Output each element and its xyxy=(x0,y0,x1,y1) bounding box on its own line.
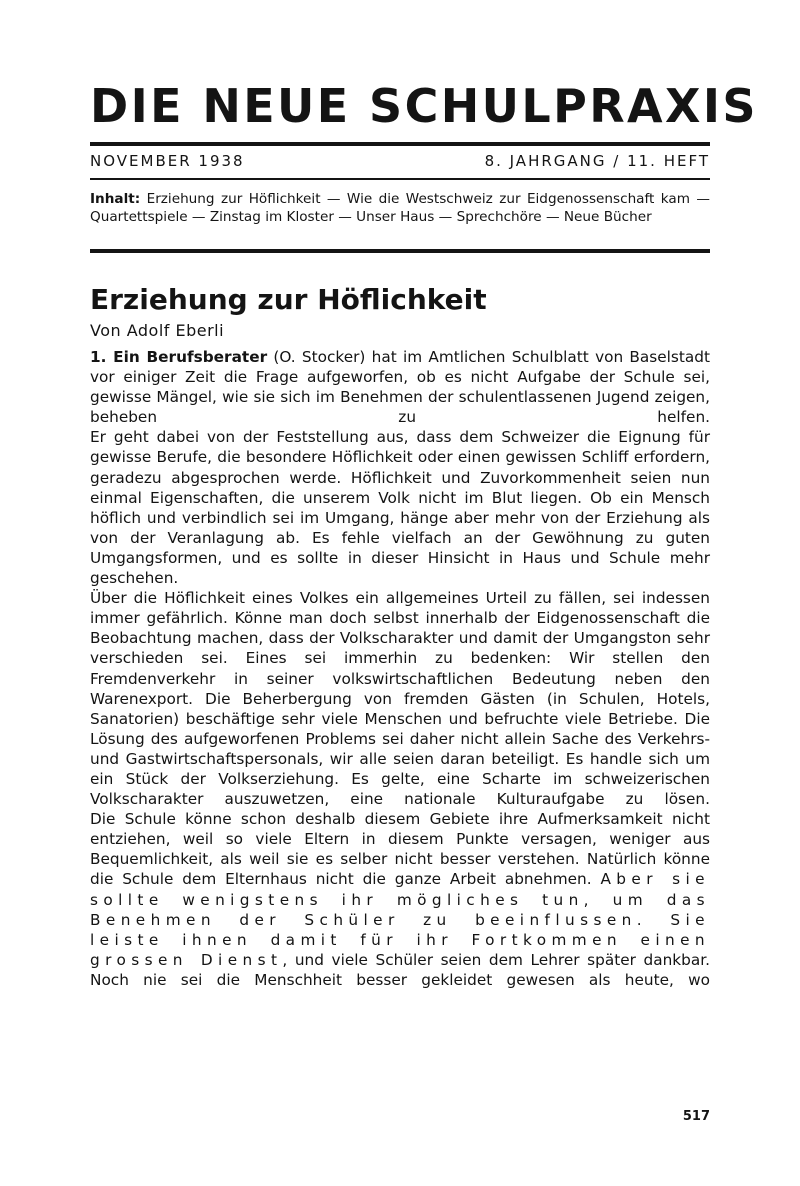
masthead-rule-top xyxy=(90,142,710,146)
article-body xyxy=(90,347,710,990)
issue-rule xyxy=(90,178,710,180)
paragraph: Noch nie sei die Menschheit besser gekleidet gewesen als heute, wo xyxy=(90,970,710,989)
spaced-emphasis: Aber sie sollte wenigstens ihr mögliches tun, um das Benehmen der Schüler zu beeinflussen. Sie leiste ihnen damit für ihr Fortkommen einen grossen Dienst xyxy=(90,870,710,969)
issue-volume: 8. JAHRGANG / 11. HEFT xyxy=(484,152,710,170)
paragraph-text: Die Schule könne schon deshalb diesem Gebiete ihre Aufmerksamkeit nicht entziehen, weil so viele Eltern in diesem Punkte versagen, weniger aus Bequemlichkeit, als weil sie es selber nicht besser verstehen. Natürlich könne die Schule dem Elternhaus nicht die ganze Arbeit abnehmen. xyxy=(90,810,710,889)
paragraph: Über die Höflichkeit eines Volkes ein allgemeines Urteil zu fällen, sei indessen immer gefährlich. Könne man doch selbst innerhalb der Eidgenossenschaft die Beobachtung machen, dass der Volkscharakter und damit der Umgangston sehr verschieden sei. Eines sei immerhin zu bedenken: Wir stellen den Fremdenverkehr in seiner volkswirtschaftlichen Bedeutung neben den Warenexport. Die Beherbergung von fremden Gästen (in Schulen, Hotels, Sanatorien) beschäftige sehr viele Menschen und befruchte viele Betriebe. Die Lösung des aufgeworfenen Problems sei daher nicht allein Sache des Verkehrs- und Gastwirtschaftspersonals, wir alle seien daran beteiligt. Es handle sich um ein Stück der Volkserziehung. Es gelte, eine Scharte im schweizerischen Volkscharakter auszuwetzen, eine nationale Kulturaufgabe zu lösen. xyxy=(90,589,710,809)
paragraph-text: , und viele Schüler seien dem Lehrer später dankbar. xyxy=(282,950,710,969)
article-author: Von Adolf Eberli xyxy=(90,321,225,340)
contents-rule xyxy=(90,249,710,253)
journal-title: DIE NEUE SCHULPRAXIS xyxy=(90,79,758,133)
paragraph xyxy=(90,809,710,970)
paragraph: Er geht dabei von der Feststellung aus, dass dem Schweizer die Eignung für gewisse Berufe, die besondere Höflichkeit oder einen gewissen Schliff erfordern, geradezu abgesprochen werde. Höflichkeit und Zuvorkommenheit seien nun einmal Eigenschaften, die unserem Volk nicht im Blut liegen. Ob ein Mensch höflich und verbindlich sei im Umgang, hänge aber mehr von der Erziehung als von der Veranlagung ab. Es fehle vielfach an der Gewöhnung zu guten Umgangsformen, und es sollte in dieser Hinsicht in Haus und Schule mehr geschehen. xyxy=(90,428,710,588)
table-of-contents xyxy=(90,190,710,226)
paragraph xyxy=(90,347,710,427)
paragraph-text: (O. Stocker) hat im Amtlichen Schulblatt von Baselstadt vor einiger Zeit die Frage aufgeworfen, ob es nicht Aufgabe der Schule sei, gewisse Mängel, wie sie sich im Benehmen der schulentlassenen Jugend zeigen, beheben zu helfen. xyxy=(90,348,710,427)
contents-label: Inhalt: xyxy=(90,191,141,207)
contents-text: Erziehung zur Höflichkeit — Wie die Westschweiz zur Eidgenossenschaft kam — Quartettspiele — Zinstag im Kloster — Unser Haus — Sprechchöre — Neue Bücher xyxy=(90,191,711,225)
section-lead: 1. Ein Berufsberater xyxy=(90,348,268,366)
journal-page xyxy=(90,0,758,1186)
page-number: 517 xyxy=(682,1109,710,1124)
article-title: Erziehung zur Höflichkeit xyxy=(90,283,487,316)
issue-date: NOVEMBER 1938 xyxy=(90,152,245,170)
